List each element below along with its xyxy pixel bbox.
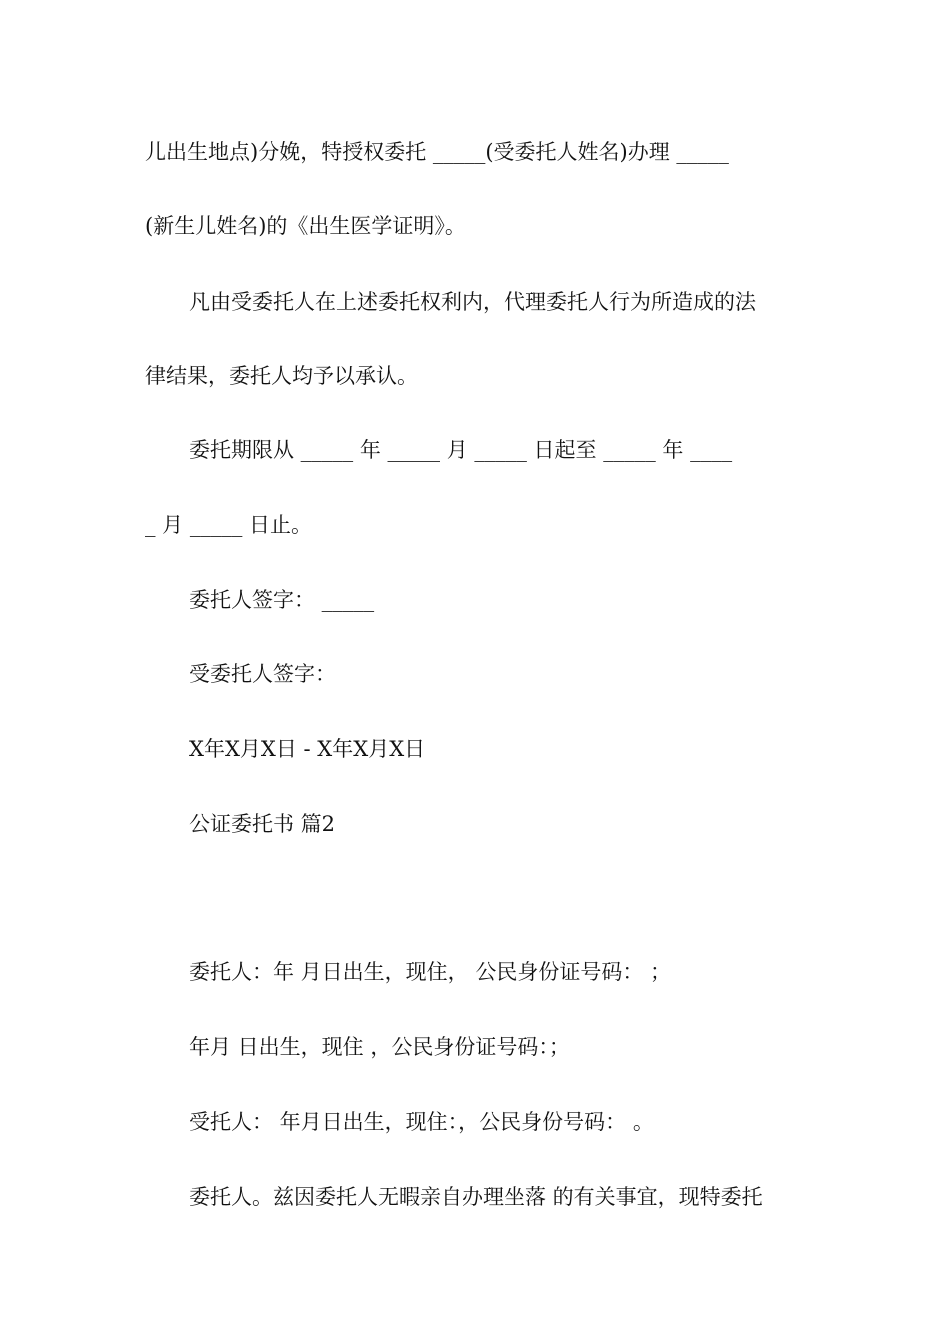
paragraph-line-5: 委托期限从 _____ 年 _____ 月 _____ 日起至 _____ 年 ____	[189, 438, 733, 462]
paragraph-line-3: 凡由受委托人在上述委托权利内，代理委托人行为所造成的法	[189, 290, 756, 314]
paragraph-line-2: (新生儿姓名)的《出生医学证明》。	[145, 214, 466, 238]
paragraph-line-6: _ 月 _____ 日止。	[145, 513, 313, 537]
signature-line-principal: 委托人签字： _____	[189, 588, 375, 612]
paragraph-line-trustee: 受托人： 年月日出生，现住：，公民身份号码： 。	[189, 1110, 654, 1134]
date-range-line: X年X月X日 - X年X月X日	[189, 737, 426, 761]
signature-line-agent: 受委托人签字：	[189, 662, 336, 686]
paragraph-line-4: 律结果，委托人均予以承认。	[145, 364, 418, 388]
paragraph-line-birth: 年月 日出生，现住 ，公民身份证号码：；	[189, 1035, 570, 1059]
paragraph-line-reason: 委托人。兹因委托人无暇亲自办理坐落 的有关事宜，现特委托	[189, 1185, 763, 1209]
paragraph-line-1: 儿出生地点)分娩，特授权委托 _____(受委托人姓名)办理 _____	[145, 140, 729, 164]
paragraph-line-principal: 委托人：年 月日出生，现住， 公民身份证号码： ；	[189, 960, 672, 984]
section-heading: 公证委托书 篇2	[189, 812, 336, 836]
